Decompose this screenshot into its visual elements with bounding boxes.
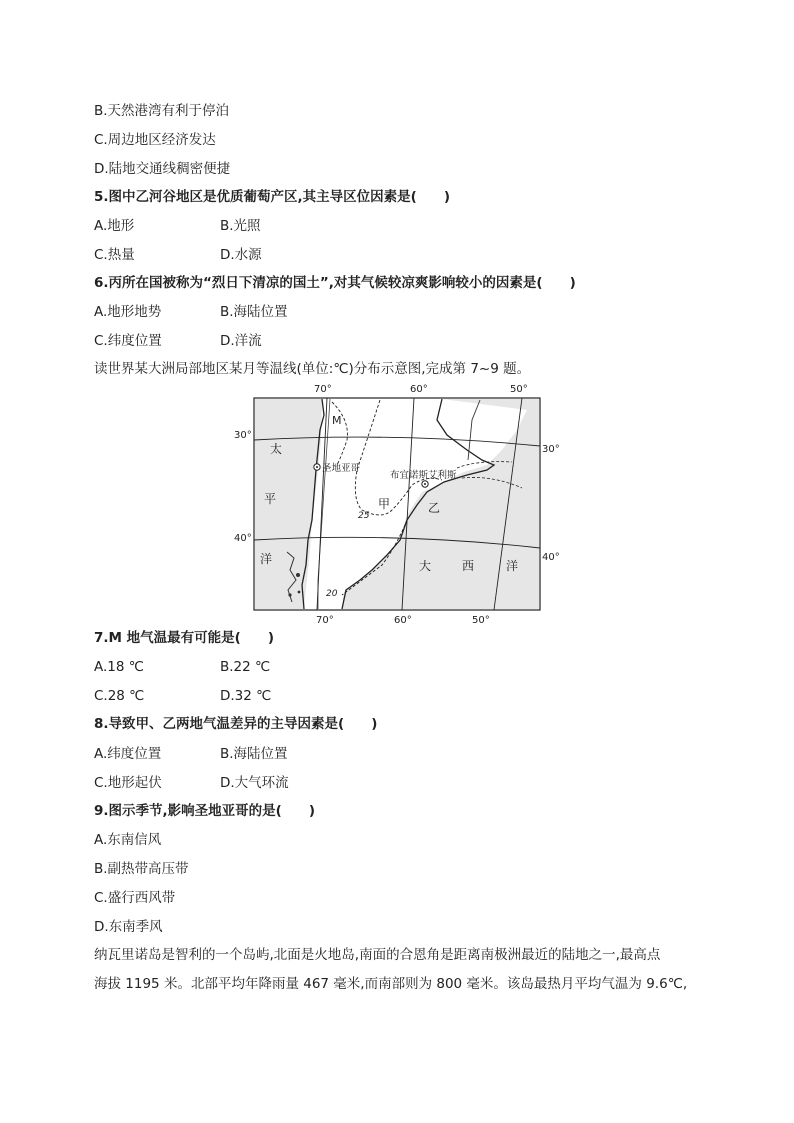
question-5: 5.图中乙河谷地区是优质葡萄产区,其主导区位因素是( ) <box>94 189 450 205</box>
q8-options-row-1 <box>94 744 288 764</box>
q6-option-c: C.纬度位置 <box>94 333 162 349</box>
q6-options-row-1 <box>94 302 288 322</box>
lat-30-right-label: 30° <box>542 444 560 455</box>
q6-option-a: A.地形地势 <box>94 304 162 320</box>
atlantic-label-2: 西 <box>462 559 475 573</box>
q7-option-b: B.22 ℃ <box>220 659 271 675</box>
q7-options-row-2 <box>94 686 271 706</box>
q7-options-row-1 <box>94 657 270 677</box>
lon-60-bottom-label: 60° <box>394 615 412 625</box>
label-m: M <box>332 414 342 427</box>
q6-option-d: D.洋流 <box>220 333 262 349</box>
question-8: 8.导致甲、乙两地气温差异的主导因素是( ) <box>94 716 378 732</box>
question-6: 6.丙所在国被称为“烈日下清凉的国土”,对其气候较凉爽影响较小的因素是( ) <box>94 275 576 291</box>
q5-options-row-1 <box>94 216 261 236</box>
q6-option-b: B.海陆位置 <box>220 304 288 320</box>
label-yi: 乙 <box>428 501 441 515</box>
map-intro: 读世界某大洲局部地区某月等温线(单位:℃)分布示意图,完成第 7~9 题。 <box>94 361 531 377</box>
pacific-label-1: 太 <box>270 442 283 456</box>
lat-40-right-label: 40° <box>542 552 560 563</box>
option-d-transport: D.陆地交通线稠密便捷 <box>94 161 231 177</box>
buenos-aires-label: 布宜诺斯艾利斯 <box>390 470 457 481</box>
q6-options-row-2 <box>94 331 262 351</box>
question-9: 9.图示季节,影响圣地亚哥的是( ) <box>94 803 315 819</box>
q9-option-d: D.东南季风 <box>94 919 163 935</box>
q9-option-c: C.盛行西风带 <box>94 890 176 906</box>
lon-50-bottom-label: 50° <box>472 615 490 625</box>
option-c-economy: C.周边地区经济发达 <box>94 132 216 148</box>
q8-options-row-2 <box>94 773 289 793</box>
q7-option-d: D.32 ℃ <box>220 688 272 704</box>
atlantic-label-1: 大 <box>419 559 432 573</box>
passage-line-1: 纳瓦里诺岛是智利的一个岛屿,北面是火地岛,南面的合恩角是距离南极洲最近的陆地之一,最高点 <box>94 947 661 963</box>
lon-60-top-label: 60° <box>410 384 428 395</box>
q8-option-c: C.地形起伏 <box>94 775 162 791</box>
q9-option-b: B.副热带高压带 <box>94 861 189 877</box>
q5-option-d: D.水源 <box>220 247 262 263</box>
lat-30-left-label: 30° <box>234 430 252 441</box>
lon-70-top-label: 70° <box>314 384 332 395</box>
isotherm-25-label: 25 <box>358 511 370 521</box>
q8-option-b: B.海陆位置 <box>220 746 288 762</box>
q5-options-row-2 <box>94 245 262 265</box>
q5-option-c: C.热量 <box>94 247 135 263</box>
label-jia: 甲 <box>378 497 391 511</box>
question-7: 7.M 地气温最有可能是( ) <box>94 630 274 646</box>
option-b-harbor: B.天然港湾有利于停泊 <box>94 103 230 119</box>
santiago-label: 圣地亚哥 <box>322 463 361 474</box>
lon-70-bottom-label: 70° <box>316 615 334 625</box>
lat-40-left-label: 40° <box>234 533 252 544</box>
pacific-label-3: 洋 <box>260 552 273 566</box>
lon-50-top-label: 50° <box>510 384 528 395</box>
q5-option-a: A.地形 <box>94 218 135 234</box>
passage-line-2: 海拔 1195 米。北部平均年降雨量 467 毫米,而南部则为 800 毫米。该岛最热月平均气温为 9.6℃, <box>94 976 688 992</box>
q9-option-a: A.东南信风 <box>94 832 162 848</box>
q5-option-b: B.光照 <box>220 218 261 234</box>
q7-option-a: A.18 ℃ <box>94 659 144 675</box>
pacific-label-2: 平 <box>264 492 277 506</box>
isotherm-20-label: 20 <box>326 589 338 599</box>
q8-option-a: A.纬度位置 <box>94 746 162 762</box>
q8-option-d: D.大气环流 <box>220 775 289 791</box>
q7-option-c: C.28 ℃ <box>94 688 145 704</box>
isotherm-map <box>232 380 562 625</box>
atlantic-label-3: 洋 <box>506 559 519 573</box>
